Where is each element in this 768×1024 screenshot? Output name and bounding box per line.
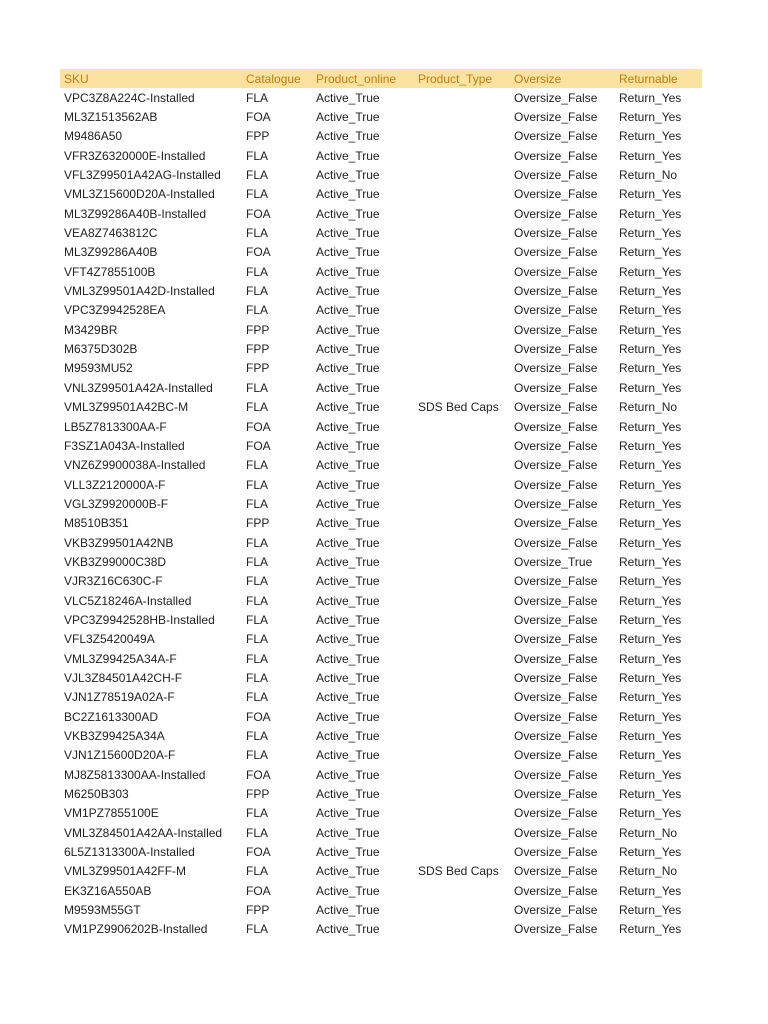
sku-cell[interactable]: VEA8Z7463812C — [64, 226, 158, 241]
oversize-cell[interactable]: Oversize_False — [514, 226, 598, 241]
table-row — [60, 765, 702, 784]
sku-cell[interactable]: VJN1Z78519A02A-F — [64, 690, 175, 705]
returnable-cell[interactable]: Return_No — [619, 864, 678, 879]
table-row — [60, 842, 702, 861]
catalogue-cell[interactable]: FLA — [246, 303, 269, 318]
returnable-cell[interactable]: Return_Yes — [619, 651, 682, 666]
sku-cell[interactable]: VLL3Z2120000A-F — [64, 477, 166, 492]
returnable-cell[interactable]: Return_Yes — [619, 903, 682, 918]
product-online-cell[interactable]: Active_True — [316, 670, 380, 685]
table-row — [60, 339, 702, 358]
returnable-cell[interactable]: Return_Yes — [619, 361, 682, 376]
catalogue-cell[interactable]: FLA — [246, 535, 269, 550]
oversize-cell[interactable]: Oversize_False — [514, 825, 598, 840]
table-row — [60, 436, 702, 455]
returnable-cell[interactable]: Return_Yes — [619, 845, 682, 860]
sku-cell[interactable]: VNZ6Z9900038A-Installed — [64, 458, 206, 473]
sku-cell[interactable]: VPC3Z9942528EA — [64, 303, 166, 318]
catalogue-cell[interactable]: FLA — [246, 806, 269, 821]
table-body — [60, 88, 702, 939]
product-online-cell[interactable]: Active_True — [316, 400, 380, 415]
oversize-cell[interactable]: Oversize_False — [514, 245, 598, 260]
table-row — [60, 552, 702, 571]
table-row — [60, 146, 702, 165]
product-online-cell[interactable]: Active_True — [316, 574, 380, 589]
returnable-cell[interactable]: Return_Yes — [619, 110, 682, 125]
table-row — [60, 127, 702, 146]
table-row — [60, 204, 702, 223]
table-row — [60, 320, 702, 339]
table-row — [60, 688, 702, 707]
table-row — [60, 185, 702, 204]
returnable-cell[interactable]: Return_Yes — [619, 554, 682, 569]
product-online-cell[interactable]: Active_True — [316, 806, 380, 821]
table-row — [60, 668, 702, 687]
sku-cell[interactable]: VNL3Z99501A42A-Installed — [64, 380, 213, 395]
sku-cell[interactable]: VFT4Z7855100B — [64, 264, 156, 279]
oversize-cell[interactable]: Oversize_False — [514, 322, 598, 337]
spreadsheet-table — [60, 69, 702, 939]
product-online-cell[interactable]: Active_True — [316, 245, 380, 260]
oversize-cell[interactable]: Oversize_False — [514, 168, 598, 183]
oversize-cell[interactable]: Oversize_False — [514, 651, 598, 666]
product-online-cell[interactable]: Active_True — [316, 110, 380, 125]
table-row — [60, 456, 702, 475]
sku-cell[interactable]: VML3Z84501A42AA-Installed — [64, 825, 223, 840]
product-online-cell[interactable]: Active_True — [316, 168, 380, 183]
oversize-cell[interactable]: Oversize_False — [514, 129, 598, 144]
product-online-cell[interactable]: Active_True — [316, 767, 380, 782]
returnable-cell[interactable]: Return_Yes — [619, 90, 682, 105]
sku-cell[interactable]: F3SZ1A043A-Installed — [64, 438, 185, 453]
oversize-cell[interactable]: Oversize_False — [514, 187, 598, 202]
catalogue-cell[interactable]: FLA — [246, 284, 269, 299]
table-row — [60, 107, 702, 126]
product-online-cell[interactable]: Active_True — [316, 787, 380, 802]
sku-cell[interactable]: VML3Z99425A34A-F — [64, 651, 177, 666]
returnable-cell[interactable]: Return_Yes — [619, 284, 682, 299]
sku-cell[interactable]: ML3Z99286A40B-Installed — [64, 206, 207, 221]
sku-cell[interactable]: VFL3Z5420049A — [64, 632, 155, 647]
table-row — [60, 726, 702, 745]
catalogue-cell[interactable]: FLA — [246, 226, 269, 241]
table-row — [60, 88, 702, 107]
catalogue-cell[interactable]: FLA — [246, 670, 269, 685]
table-row — [60, 707, 702, 726]
returnable-cell[interactable]: Return_Yes — [619, 767, 682, 782]
product-type-cell[interactable]: SDS Bed Caps — [418, 400, 499, 415]
product-online-cell[interactable]: Active_True — [316, 825, 380, 840]
sku-cell[interactable]: 6L5Z1313300A-Installed — [64, 845, 195, 860]
oversize-cell[interactable]: Oversize_False — [514, 419, 598, 434]
catalogue-cell[interactable]: FOA — [246, 883, 271, 898]
returnable-cell[interactable]: Return_Yes — [619, 787, 682, 802]
catalogue-cell[interactable]: FLA — [246, 458, 269, 473]
oversize-cell[interactable]: Oversize_True — [514, 554, 593, 569]
catalogue-cell[interactable]: FPP — [246, 903, 270, 918]
header-returnable[interactable]: Returnable — [619, 71, 678, 86]
returnable-cell[interactable]: Return_Yes — [619, 748, 682, 763]
catalogue-cell[interactable]: FLA — [246, 574, 269, 589]
catalogue-cell[interactable]: FLA — [246, 729, 269, 744]
table-row — [60, 533, 702, 552]
sku-cell[interactable]: VML3Z15600D20A-Installed — [64, 187, 215, 202]
returnable-cell[interactable]: Return_Yes — [619, 883, 682, 898]
oversize-cell[interactable]: Oversize_False — [514, 206, 598, 221]
product-online-cell[interactable]: Active_True — [316, 651, 380, 666]
table-row — [60, 417, 702, 436]
returnable-cell[interactable]: Return_Yes — [619, 477, 682, 492]
table-row — [60, 920, 702, 939]
returnable-cell[interactable]: Return_Yes — [619, 264, 682, 279]
returnable-cell[interactable]: Return_Yes — [619, 187, 682, 202]
sku-cell[interactable]: VM1PZ7855100E — [64, 806, 159, 821]
product-online-cell[interactable]: Active_True — [316, 438, 380, 453]
product-online-cell[interactable]: Active_True — [316, 477, 380, 492]
table-row — [60, 262, 702, 281]
returnable-cell[interactable]: Return_Yes — [619, 535, 682, 550]
oversize-cell[interactable]: Oversize_False — [514, 264, 598, 279]
sku-cell[interactable]: BC2Z1613300AD — [64, 709, 159, 724]
table-row — [60, 398, 702, 417]
returnable-cell[interactable]: Return_Yes — [619, 148, 682, 163]
product-type-cell[interactable]: SDS Bed Caps — [418, 864, 499, 879]
catalogue-cell[interactable]: FPP — [246, 322, 270, 337]
returnable-cell[interactable]: Return_Yes — [619, 670, 682, 685]
sku-cell[interactable]: ML3Z1513562AB — [64, 110, 158, 125]
oversize-cell[interactable]: Oversize_False — [514, 458, 598, 473]
oversize-cell[interactable]: Oversize_False — [514, 496, 598, 511]
returnable-cell[interactable]: Return_No — [619, 400, 678, 415]
oversize-cell[interactable]: Oversize_False — [514, 303, 598, 318]
table-row — [60, 243, 702, 262]
returnable-cell[interactable]: Return_Yes — [619, 709, 682, 724]
oversize-cell[interactable]: Oversize_False — [514, 148, 598, 163]
returnable-cell[interactable]: Return_Yes — [619, 206, 682, 221]
table-row — [60, 359, 702, 378]
catalogue-cell[interactable]: FOA — [246, 767, 271, 782]
catalogue-cell[interactable]: FLA — [246, 922, 269, 937]
oversize-cell[interactable]: Oversize_False — [514, 903, 598, 918]
catalogue-cell[interactable]: FOA — [246, 438, 271, 453]
catalogue-cell[interactable]: FOA — [246, 709, 271, 724]
returnable-cell[interactable]: Return_Yes — [619, 129, 682, 144]
header-row — [60, 69, 702, 88]
oversize-cell[interactable]: Oversize_False — [514, 284, 598, 299]
product-online-cell[interactable]: Active_True — [316, 226, 380, 241]
oversize-cell[interactable]: Oversize_False — [514, 748, 598, 763]
returnable-cell[interactable]: Return_Yes — [619, 574, 682, 589]
product-online-cell[interactable]: Active_True — [316, 129, 380, 144]
returnable-cell[interactable]: Return_No — [619, 168, 678, 183]
catalogue-cell[interactable]: FLA — [246, 496, 269, 511]
sku-cell[interactable]: VJR3Z16C630C-F — [64, 574, 163, 589]
sku-cell[interactable]: VKB3Z99000C38D — [64, 554, 167, 569]
returnable-cell[interactable]: Return_Yes — [619, 322, 682, 337]
oversize-cell[interactable]: Oversize_False — [514, 787, 598, 802]
table-row — [60, 610, 702, 629]
oversize-cell[interactable]: Oversize_False — [514, 90, 598, 105]
table-row — [60, 823, 702, 842]
sku-cell[interactable]: VJN1Z15600D20A-F — [64, 748, 176, 763]
returnable-cell[interactable]: Return_Yes — [619, 690, 682, 705]
sku-cell[interactable]: M9593M55GT — [64, 903, 141, 918]
product-online-cell[interactable]: Active_True — [316, 148, 380, 163]
table-row — [60, 746, 702, 765]
product-online-cell[interactable]: Active_True — [316, 264, 380, 279]
catalogue-cell[interactable]: FOA — [246, 845, 271, 860]
catalogue-cell[interactable]: FLA — [246, 168, 269, 183]
returnable-cell[interactable]: Return_Yes — [619, 806, 682, 821]
catalogue-cell[interactable]: FLA — [246, 632, 269, 647]
sku-cell[interactable]: VML3Z99501A42FF-M — [64, 864, 187, 879]
oversize-cell[interactable]: Oversize_False — [514, 922, 598, 937]
product-online-cell[interactable]: Active_True — [316, 458, 380, 473]
product-online-cell[interactable]: Active_True — [316, 554, 380, 569]
table-row — [60, 900, 702, 919]
oversize-cell[interactable]: Oversize_False — [514, 110, 598, 125]
oversize-cell[interactable]: Oversize_False — [514, 806, 598, 821]
oversize-cell[interactable]: Oversize_False — [514, 709, 598, 724]
sku-cell[interactable]: VKB3Z99425A34A — [64, 729, 165, 744]
product-online-cell[interactable]: Active_True — [316, 187, 380, 202]
sku-cell[interactable]: MJ8Z5813300AA-Installed — [64, 767, 206, 782]
product-online-cell[interactable]: Active_True — [316, 361, 380, 376]
catalogue-cell[interactable]: FLA — [246, 400, 269, 415]
catalogue-cell[interactable]: FLA — [246, 748, 269, 763]
product-online-cell[interactable]: Active_True — [316, 903, 380, 918]
sku-cell[interactable]: VML3Z99501A42D-Installed — [64, 284, 215, 299]
product-online-cell[interactable]: Active_True — [316, 516, 380, 531]
product-online-cell[interactable]: Active_True — [316, 303, 380, 318]
returnable-cell[interactable]: Return_Yes — [619, 226, 682, 241]
table-row — [60, 649, 702, 668]
product-online-cell[interactable]: Active_True — [316, 284, 380, 299]
table-row — [60, 475, 702, 494]
table-row — [60, 804, 702, 823]
product-online-cell[interactable]: Active_True — [316, 496, 380, 511]
sku-cell[interactable]: M8510B351 — [64, 516, 129, 531]
table-row — [60, 223, 702, 242]
oversize-cell[interactable]: Oversize_False — [514, 380, 598, 395]
returnable-cell[interactable]: Return_Yes — [619, 612, 682, 627]
table-row — [60, 572, 702, 591]
catalogue-cell[interactable]: FLA — [246, 825, 269, 840]
product-online-cell[interactable]: Active_True — [316, 729, 380, 744]
sku-cell[interactable]: M3429BR — [64, 322, 118, 337]
table-row — [60, 165, 702, 184]
oversize-cell[interactable]: Oversize_False — [514, 438, 598, 453]
table-row — [60, 281, 702, 300]
product-online-cell[interactable]: Active_True — [316, 342, 380, 357]
table-row — [60, 494, 702, 513]
sku-cell[interactable]: VJL3Z84501A42CH-F — [64, 670, 183, 685]
product-online-cell[interactable]: Active_True — [316, 90, 380, 105]
header-product-type[interactable]: Product_Type — [418, 71, 493, 86]
catalogue-cell[interactable]: FOA — [246, 245, 271, 260]
product-online-cell[interactable]: Active_True — [316, 748, 380, 763]
oversize-cell[interactable]: Oversize_False — [514, 690, 598, 705]
returnable-cell[interactable]: Return_Yes — [619, 632, 682, 647]
product-online-cell[interactable]: Active_True — [316, 883, 380, 898]
returnable-cell[interactable]: Return_Yes — [619, 380, 682, 395]
catalogue-cell[interactable]: FPP — [246, 516, 270, 531]
oversize-cell[interactable]: Oversize_False — [514, 864, 598, 879]
header-catalogue[interactable]: Catalogue — [246, 71, 301, 86]
catalogue-cell[interactable]: FLA — [246, 264, 269, 279]
oversize-cell[interactable]: Oversize_False — [514, 767, 598, 782]
oversize-cell[interactable]: Oversize_False — [514, 400, 598, 415]
returnable-cell[interactable]: Return_Yes — [619, 458, 682, 473]
catalogue-cell[interactable]: FLA — [246, 187, 269, 202]
returnable-cell[interactable]: Return_Yes — [619, 419, 682, 434]
returnable-cell[interactable]: Return_Yes — [619, 516, 682, 531]
sku-cell[interactable]: M6375D302B — [64, 342, 138, 357]
sku-cell[interactable]: EK3Z16A550AB — [64, 883, 152, 898]
catalogue-cell[interactable]: FLA — [246, 864, 269, 879]
product-online-cell[interactable]: Active_True — [316, 206, 380, 221]
product-online-cell[interactable]: Active_True — [316, 593, 380, 608]
catalogue-cell[interactable]: FLA — [246, 612, 269, 627]
catalogue-cell[interactable]: FLA — [246, 90, 269, 105]
returnable-cell[interactable]: Return_Yes — [619, 922, 682, 937]
product-online-cell[interactable]: Active_True — [316, 612, 380, 627]
sku-cell[interactable]: M6250B303 — [64, 787, 129, 802]
table-row — [60, 630, 702, 649]
sku-cell[interactable]: VML3Z99501A42BC-M — [64, 400, 189, 415]
product-online-cell[interactable]: Active_True — [316, 845, 380, 860]
table-row — [60, 378, 702, 397]
product-online-cell[interactable]: Active_True — [316, 709, 380, 724]
oversize-cell[interactable]: Oversize_False — [514, 535, 598, 550]
table-row — [60, 862, 702, 881]
catalogue-cell[interactable]: FPP — [246, 342, 270, 357]
table-row — [60, 784, 702, 803]
header-oversize[interactable]: Oversize — [514, 71, 562, 86]
product-online-cell[interactable]: Active_True — [316, 380, 380, 395]
returnable-cell[interactable]: Return_Yes — [619, 245, 682, 260]
table-row — [60, 881, 702, 900]
returnable-cell[interactable]: Return_Yes — [619, 342, 682, 357]
sku-cell[interactable]: VFR3Z6320000E-Installed — [64, 148, 206, 163]
oversize-cell[interactable]: Oversize_False — [514, 883, 598, 898]
catalogue-cell[interactable]: FLA — [246, 554, 269, 569]
oversize-cell[interactable]: Oversize_False — [514, 593, 598, 608]
catalogue-cell[interactable]: FPP — [246, 787, 270, 802]
returnable-cell[interactable]: Return_Yes — [619, 438, 682, 453]
returnable-cell[interactable]: Return_Yes — [619, 496, 682, 511]
sku-cell[interactable]: VM1PZ9906202B-Installed — [64, 922, 208, 937]
sku-cell[interactable]: VPC3Z8A224C-Installed — [64, 90, 195, 105]
product-online-cell[interactable]: Active_True — [316, 419, 380, 434]
oversize-cell[interactable]: Oversize_False — [514, 361, 598, 376]
sku-cell[interactable]: VPC3Z9942528HB-Installed — [64, 612, 215, 627]
sku-cell[interactable]: M9593MU52 — [64, 361, 133, 376]
returnable-cell[interactable]: Return_No — [619, 825, 678, 840]
oversize-cell[interactable]: Oversize_False — [514, 632, 598, 647]
product-online-cell[interactable]: Active_True — [316, 690, 380, 705]
header-sku[interactable]: SKU — [64, 71, 89, 86]
sku-cell[interactable]: VLC5Z18246A-Installed — [64, 593, 192, 608]
oversize-cell[interactable]: Oversize_False — [514, 612, 598, 627]
returnable-cell[interactable]: Return_Yes — [619, 303, 682, 318]
product-online-cell[interactable]: Active_True — [316, 922, 380, 937]
catalogue-cell[interactable]: FLA — [246, 651, 269, 666]
oversize-cell[interactable]: Oversize_False — [514, 516, 598, 531]
returnable-cell[interactable]: Return_Yes — [619, 729, 682, 744]
table-row — [60, 514, 702, 533]
catalogue-cell[interactable]: FLA — [246, 148, 269, 163]
oversize-cell[interactable]: Oversize_False — [514, 729, 598, 744]
catalogue-cell[interactable]: FPP — [246, 129, 270, 144]
oversize-cell[interactable]: Oversize_False — [514, 845, 598, 860]
sku-cell[interactable]: M9486A50 — [64, 129, 123, 144]
table-row — [60, 591, 702, 610]
oversize-cell[interactable]: Oversize_False — [514, 670, 598, 685]
returnable-cell[interactable]: Return_Yes — [619, 593, 682, 608]
sku-cell[interactable]: VGL3Z9920000B-F — [64, 496, 169, 511]
catalogue-cell[interactable]: FLA — [246, 380, 269, 395]
product-online-cell[interactable]: Active_True — [316, 322, 380, 337]
catalogue-cell[interactable]: FLA — [246, 477, 269, 492]
product-online-cell[interactable]: Active_True — [316, 864, 380, 879]
catalogue-cell[interactable]: FOA — [246, 419, 271, 434]
product-online-cell[interactable]: Active_True — [316, 632, 380, 647]
catalogue-cell[interactable]: FLA — [246, 593, 269, 608]
oversize-cell[interactable]: Oversize_False — [514, 477, 598, 492]
header-product-online[interactable]: Product_online — [316, 71, 397, 86]
table-row — [60, 301, 702, 320]
catalogue-cell[interactable]: FLA — [246, 690, 269, 705]
oversize-cell[interactable]: Oversize_False — [514, 342, 598, 357]
oversize-cell[interactable]: Oversize_False — [514, 574, 598, 589]
catalogue-cell[interactable]: FOA — [246, 206, 271, 221]
product-online-cell[interactable]: Active_True — [316, 535, 380, 550]
sku-cell[interactable]: VKB3Z99501A42NB — [64, 535, 174, 550]
sku-cell[interactable]: ML3Z99286A40B — [64, 245, 158, 260]
sku-cell[interactable]: LB5Z7813300AA-F — [64, 419, 167, 434]
sku-cell[interactable]: VFL3Z99501A42AG-Installed — [64, 168, 221, 183]
catalogue-cell[interactable]: FPP — [246, 361, 270, 376]
catalogue-cell[interactable]: FOA — [246, 110, 271, 125]
